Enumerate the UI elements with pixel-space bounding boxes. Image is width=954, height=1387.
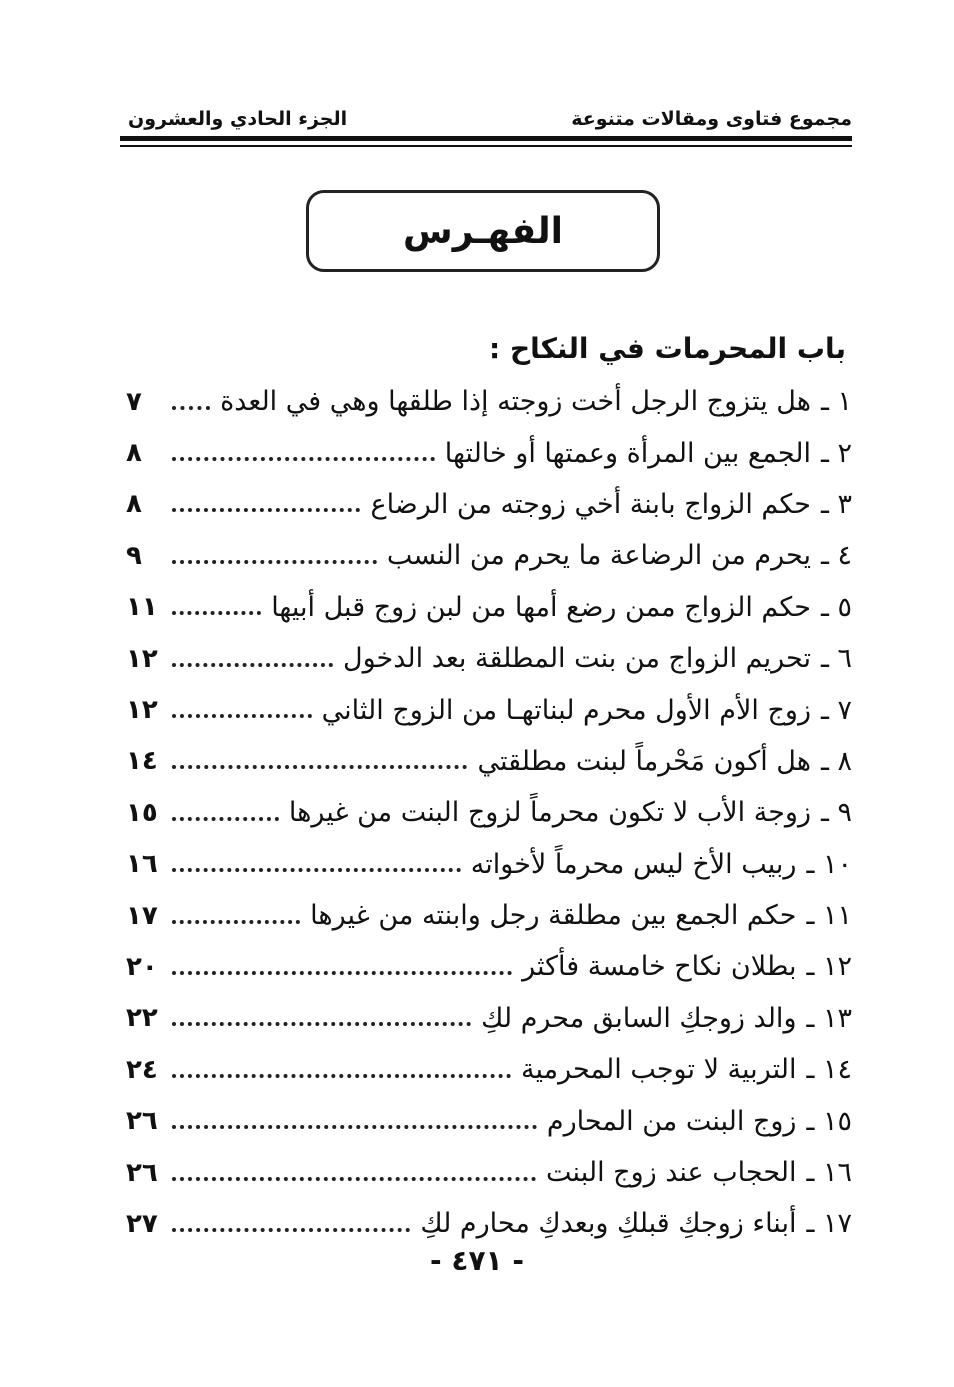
- volume-label: الجزء الحادي والعشرون: [128, 108, 348, 130]
- toc-entry-page: ٨: [126, 438, 142, 469]
- header-rule-thin: [120, 145, 852, 147]
- toc-entry-number: ١ ـ: [820, 386, 852, 418]
- toc-entry-number: ٤ ـ: [820, 540, 852, 572]
- toc-entry-title: زوجة الأب لا تكون محرماً لزوج البنت من غيرها: [288, 797, 811, 829]
- toc-entry: [126, 736, 852, 787]
- dot-leader: [172, 406, 210, 410]
- dot-leader: [172, 765, 467, 769]
- toc-entry: [126, 633, 852, 684]
- toc-entry-number: ٩ ـ: [820, 797, 852, 829]
- toc-entry-title: يحرم من الرضاعة ما يحرم من النسب: [386, 540, 811, 572]
- toc-entry: [126, 890, 852, 941]
- header-rule-thick: [120, 136, 852, 141]
- toc-entry: [126, 993, 852, 1044]
- toc-entry: [126, 684, 852, 735]
- toc-entry-title: حكم الزواج بابنة أخي زوجته من الرضاع: [370, 488, 811, 520]
- toc-entry-title: هل أكون مَحْرماً لبنت مطلقتي: [477, 745, 811, 777]
- toc-entry-number: ١٤ ـ: [806, 1054, 852, 1086]
- index-title-box: [306, 190, 660, 272]
- running-header: [128, 96, 852, 130]
- toc-entry-title: حكم الجمع بين مطلقة رجل وابنته من غيرها: [310, 900, 797, 932]
- toc-entry-number: ٣ ـ: [820, 488, 852, 520]
- toc-entry-page: ١٢: [126, 695, 158, 726]
- dot-leader: [172, 1125, 537, 1129]
- toc-entry-page: ٩: [126, 540, 142, 571]
- dot-leader: [172, 611, 261, 615]
- toc-entry-page: ١١: [126, 592, 158, 623]
- toc-entry-number: ١١ ـ: [806, 900, 852, 932]
- toc-entry-page: ٢٤: [126, 1054, 158, 1085]
- toc-entry-page: ٢٦: [126, 1157, 158, 1188]
- index-title: الفهـرس: [403, 210, 563, 252]
- toc-entry: [126, 941, 852, 992]
- toc-entry: [126, 582, 852, 633]
- dot-leader: [172, 663, 333, 667]
- toc-entry: [126, 787, 852, 838]
- toc-entry: [126, 839, 852, 890]
- dot-leader: [172, 817, 279, 821]
- toc-entry-title: بطلان نكاح خامسة فأكثر: [522, 951, 797, 983]
- toc-entry: [126, 530, 852, 581]
- toc-entry: [126, 1198, 852, 1249]
- toc-entry-title: ربيب الأخ ليس محرماً لأخواته: [470, 848, 797, 880]
- toc-entry-title: الجمع بين المرأة وعمتها أو خالتها: [444, 437, 811, 469]
- toc-entry-number: ١٥ ـ: [806, 1105, 852, 1137]
- toc-entry-title: تحريم الزواج من بنت المطلقة بعد الدخول: [342, 643, 811, 675]
- dot-leader: [172, 868, 461, 872]
- toc-entry-number: ١٠ ـ: [806, 848, 852, 880]
- toc-entry: [126, 376, 852, 427]
- toc-entry-title: والد زوجكِ السابق محرم لكِ: [481, 1002, 797, 1034]
- toc-entry-page: ١٦: [126, 849, 158, 880]
- toc-entry-page: ٢٦: [126, 1106, 158, 1137]
- toc-entry-page: ١٤: [126, 746, 158, 777]
- toc-entry-number: ٢ ـ: [820, 437, 852, 469]
- toc-entry-title: الحجاب عند زوج البنت: [546, 1157, 797, 1189]
- dot-leader: [172, 1228, 410, 1232]
- toc-entry: [126, 479, 852, 530]
- dot-leader: [172, 508, 360, 512]
- toc-entry-page: ٢٢: [126, 1003, 158, 1034]
- toc-entry-page: ١٧: [126, 900, 158, 931]
- section-heading: باب المحرمات في النكاح :: [489, 332, 846, 365]
- toc-entry-page: ١٢: [126, 643, 158, 674]
- dot-leader: [172, 971, 512, 975]
- toc-entry-page: ٨: [126, 489, 142, 520]
- toc-entry: [126, 1095, 852, 1146]
- toc-entry-title: حكم الزواج ممن رضع أمها من لبن زوج قبل أبيها: [271, 591, 811, 623]
- dot-leader: [172, 920, 300, 924]
- toc-entry-number: ٥ ـ: [820, 591, 852, 623]
- dot-leader: [172, 1177, 536, 1181]
- dot-leader: [172, 1074, 511, 1078]
- table-of-contents: [126, 376, 852, 1250]
- dot-leader: [172, 560, 377, 564]
- toc-entry: [126, 427, 852, 478]
- toc-entry-number: ٦ ـ: [820, 643, 852, 675]
- toc-entry: [126, 1044, 852, 1095]
- toc-entry-page: ٢٧: [126, 1208, 158, 1239]
- toc-entry-number: ١٧ ـ: [806, 1208, 852, 1240]
- page-number: - ٤٧١ -: [429, 1244, 525, 1277]
- toc-entry-title: زوج البنت من المحارم: [546, 1105, 797, 1137]
- toc-entry-number: ٨ ـ: [820, 745, 852, 777]
- toc-entry-title: هل يتزوج الرجل أخت زوجته إذا طلقها وهي في العدة: [220, 386, 811, 418]
- toc-entry-number: ١٦ ـ: [806, 1157, 852, 1189]
- book-title: مجموع فتاوى ومقالات متنوعة: [571, 108, 852, 130]
- toc-entry-number: ٧ ـ: [820, 694, 852, 726]
- toc-entry-page: ١٥: [126, 797, 158, 828]
- toc-entry: [126, 1147, 852, 1198]
- toc-entry-title: التربية لا توجب المحرمية: [521, 1054, 797, 1086]
- toc-entry-title: أبناء زوجكِ قبلكِ وبعدكِ محارم لكِ: [420, 1208, 797, 1240]
- toc-entry-number: ١٣ ـ: [806, 1002, 852, 1034]
- toc-entry-page: ٧: [126, 386, 142, 417]
- toc-entry-number: ١٢ ـ: [806, 951, 852, 983]
- dot-leader: [172, 714, 312, 718]
- toc-entry-page: ٢٠: [126, 951, 158, 982]
- toc-entry-title: زوج الأم الأول محرم لبناتهـا من الزوج الثاني: [321, 694, 811, 726]
- dot-leader: [172, 1022, 471, 1026]
- dot-leader: [172, 457, 435, 461]
